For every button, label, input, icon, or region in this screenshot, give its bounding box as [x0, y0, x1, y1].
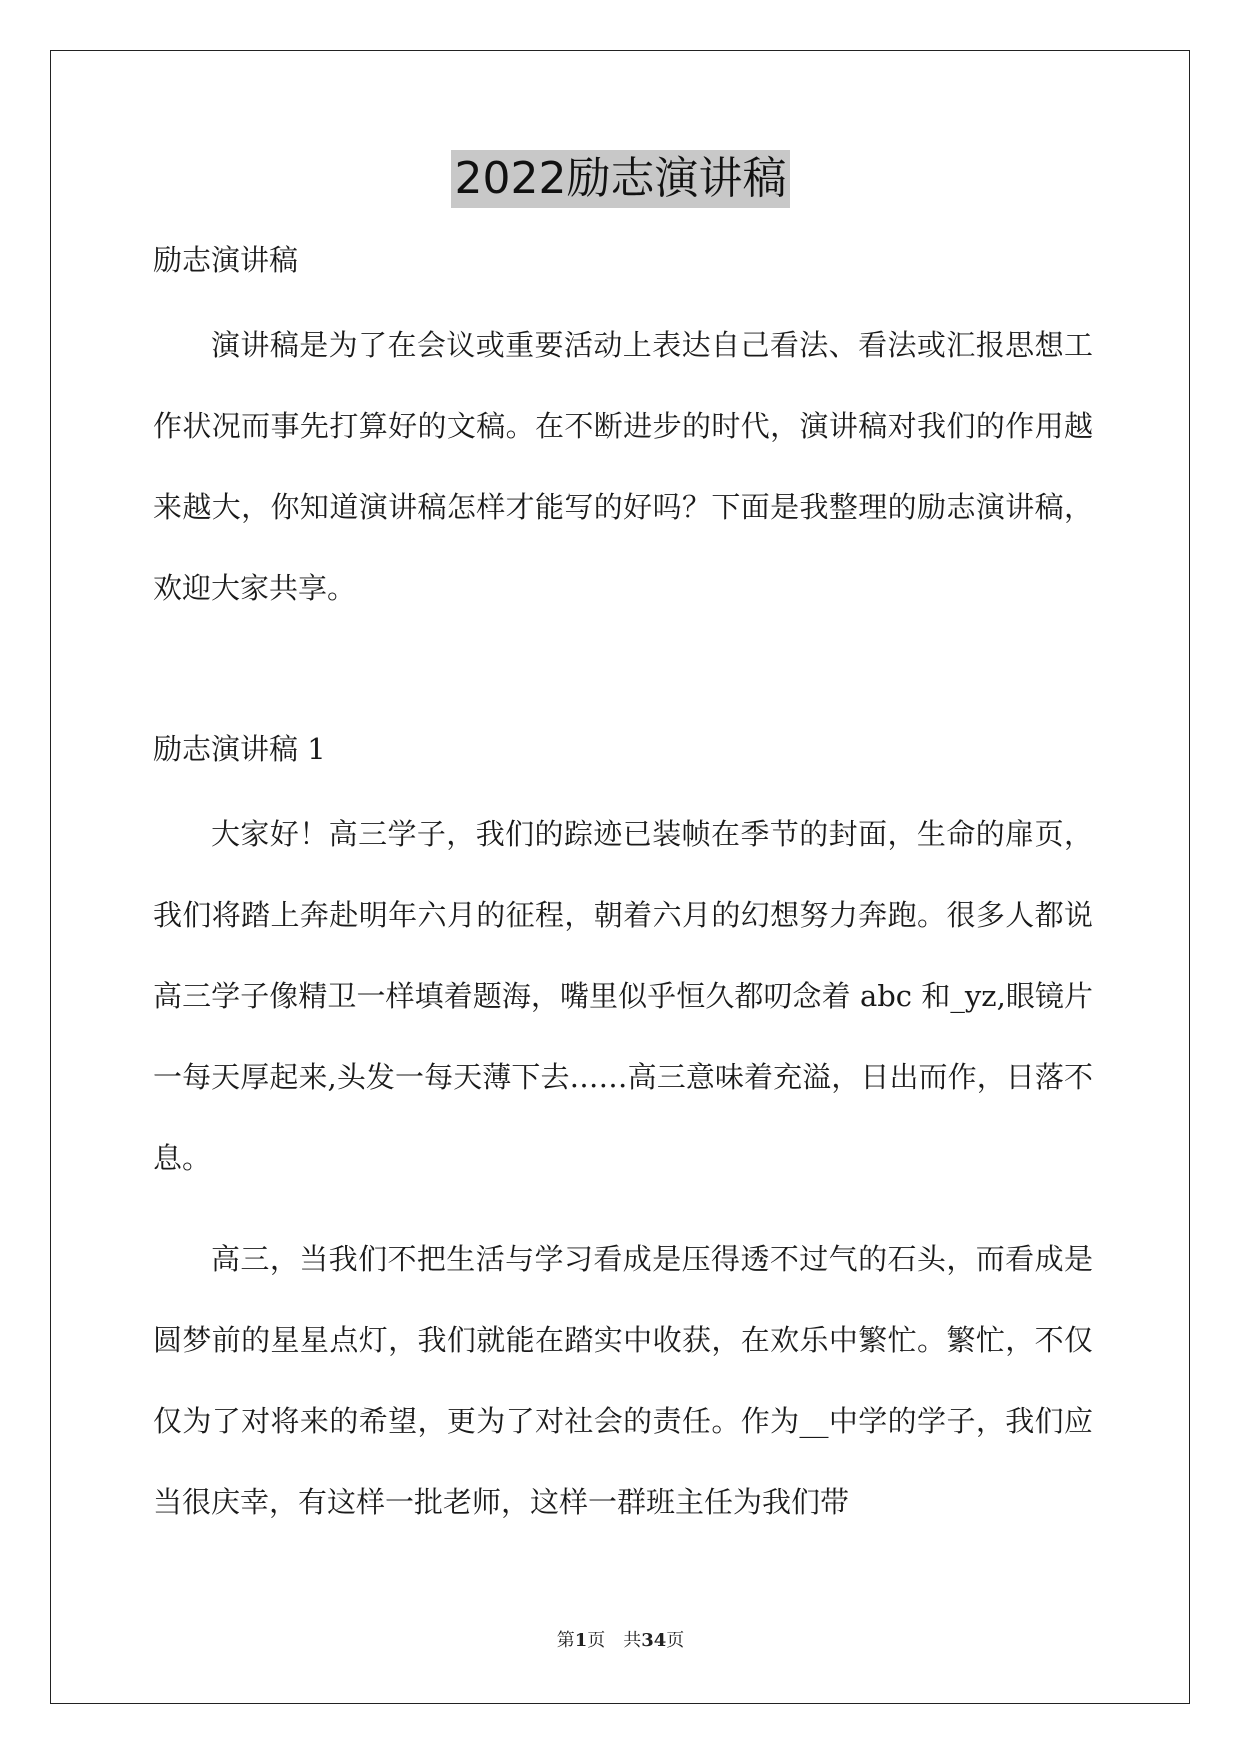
section1-heading: 励志演讲稿 1: [153, 732, 326, 766]
spacer: [153, 1199, 1093, 1219]
section1-paragraph-1: 大家好！高三学子，我们的踪迹已装帧在季节的封面，生命的扉页，我们将踏上奔赴明年六月的征程，朝着六月的幻想努力奔跑。很多人都说高三学子像精卫一样填着题海，嘴里似乎恒久都叨念着 abc 和_yz,眼镜片一每天厚起来,头发一每天薄下去……高三意味着充溢，日出而作，日落不息。: [153, 817, 1093, 1175]
page-footer: [0, 1626, 1241, 1652]
spacer: [153, 280, 1093, 305]
footer-prefix: 第: [556, 1630, 575, 1651]
footer-suffix: 页: [666, 1630, 685, 1651]
title-container: [0, 150, 1241, 208]
spacer: [153, 769, 1093, 794]
document-body: [153, 240, 1093, 1543]
footer-mid: 页 共: [587, 1630, 642, 1651]
intro-heading: 励志演讲稿: [153, 243, 299, 277]
section1-paragraph-2: 高三，当我们不把生活与学习看成是压得透不过气的石头，而看成是圆梦前的星星点灯，我们就能在踏实中收获，在欢乐中繁忙。繁忙，不仅仅为了对将来的希望，更为了对社会的责任。作为__中学的学子，我们应当很庆幸，有这样一批老师，这样一群班主任为我们带: [153, 1242, 1093, 1519]
intro-paragraph: 演讲稿是为了在会议或重要活动上表达自己看法、看法或汇报思想工作状况而事先打算好的文稿。在不断进步的时代，演讲稿对我们的作用越来越大，你知道演讲稿怎样才能写的好吗？下面是我整理的励志演讲稿，欢迎大家共享。: [153, 328, 1093, 605]
footer-page-total: 34: [641, 1630, 667, 1651]
document-title: 2022励志演讲稿: [451, 150, 791, 208]
footer-page-current: 1: [574, 1630, 588, 1651]
spacer: [153, 629, 1093, 729]
